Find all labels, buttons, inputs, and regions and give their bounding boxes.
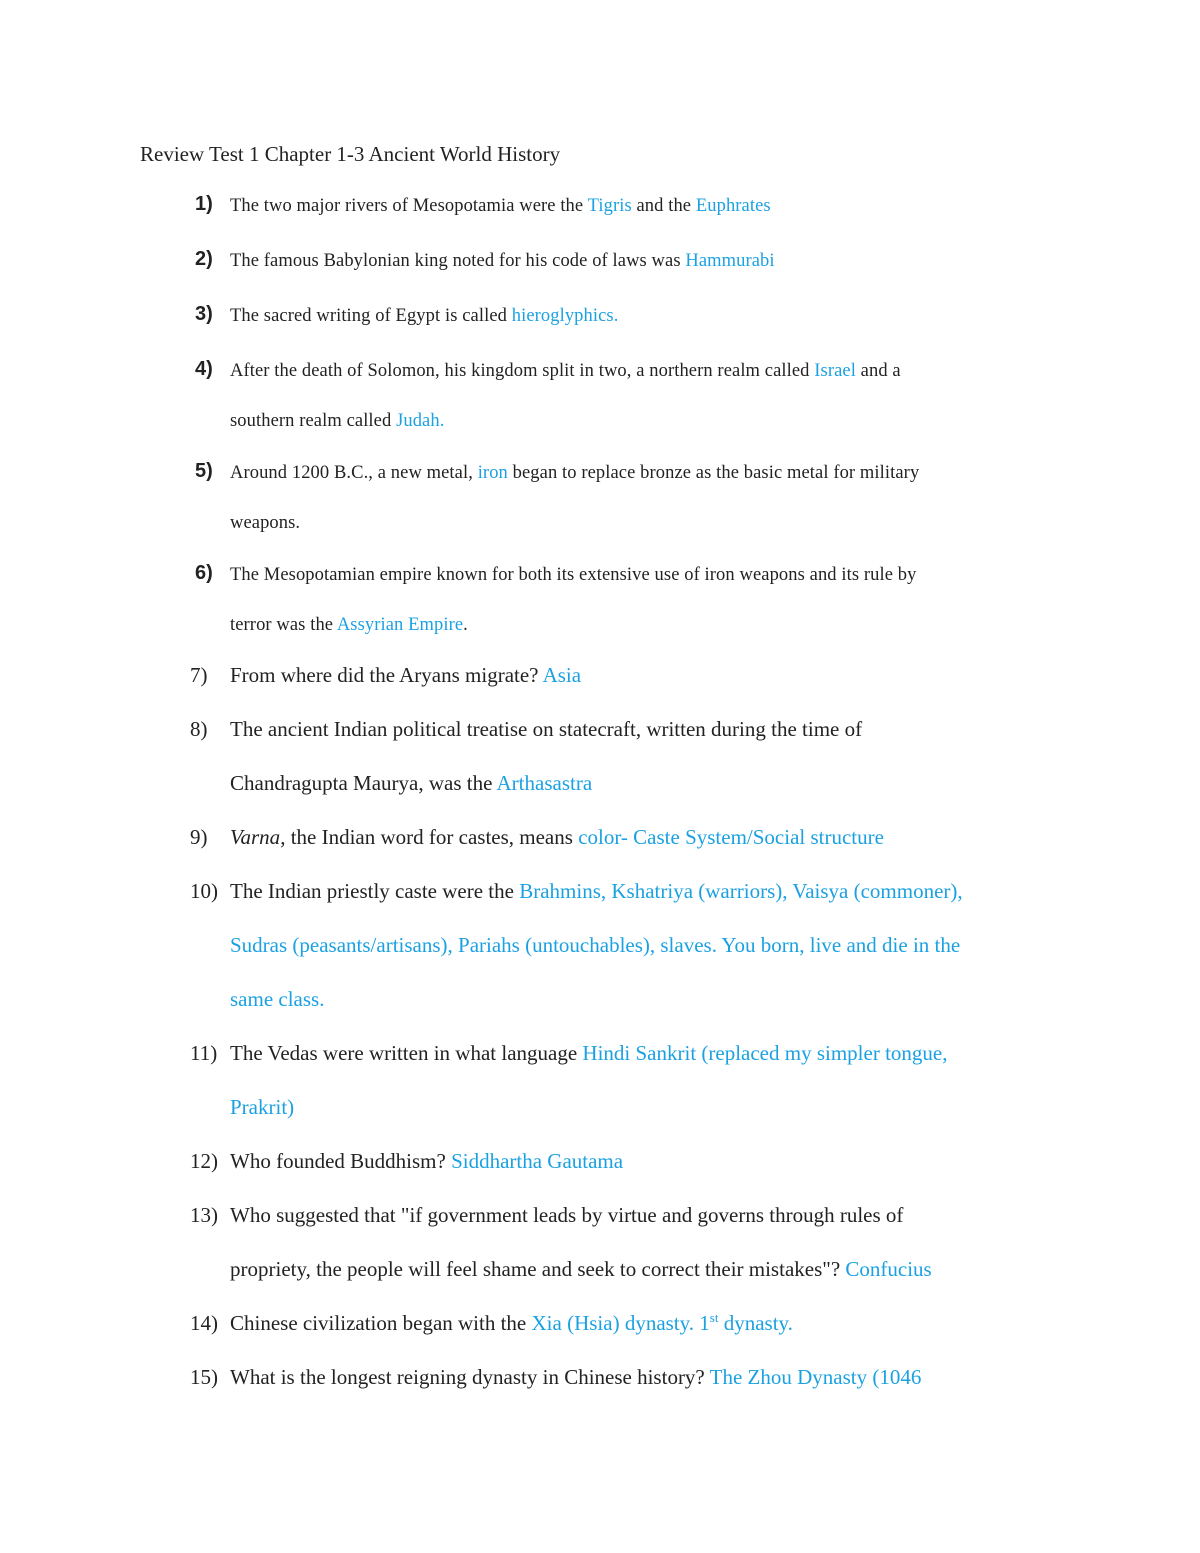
question-number: 5): [195, 460, 213, 482]
question-line: [230, 513, 300, 534]
question-text: The famous Babylonian king noted for his code of laws was: [230, 251, 686, 271]
question-number: 15): [190, 1365, 218, 1389]
question-text: The Indian priestly caste were the: [230, 879, 520, 903]
question-text: The sacred writing of Egypt is called: [230, 306, 512, 326]
answer-text: Arthasastra: [496, 771, 593, 795]
answer-text: Judah.: [396, 411, 445, 431]
emphasis-text: Varna: [230, 825, 281, 849]
question-text: The Vedas were written in what language: [230, 1041, 583, 1065]
question-number: 1): [195, 193, 213, 215]
question-line: [230, 1041, 948, 1066]
question-line: [230, 411, 444, 432]
question-line: [230, 615, 468, 636]
question-number: 11): [190, 1041, 218, 1065]
question-number: 13): [190, 1203, 218, 1227]
question-number: 3): [195, 303, 213, 325]
question-text: weapons.: [230, 513, 301, 533]
answer-text: Hindi Sankrit (replaced my simpler tongue,: [582, 1041, 948, 1065]
question-number: 4): [195, 358, 213, 380]
question-text: The ancient Indian political treatise on statecraft, written during the time of: [230, 717, 863, 741]
answer-text: Hammurabi: [685, 251, 775, 271]
question-line: [230, 1149, 623, 1174]
question-number: 8): [190, 717, 208, 741]
answer-text: same class.: [230, 987, 325, 1011]
question-number: 2): [195, 248, 213, 270]
answer-text: Prakrit): [230, 1095, 295, 1119]
question-text: Around 1200 B.C., a new metal,: [230, 463, 478, 483]
answer-text: Assyrian Empire: [336, 615, 464, 635]
answer-text: Siddhartha Gautama: [451, 1149, 624, 1173]
question-text: .: [463, 615, 468, 635]
question-text: and the: [631, 196, 696, 216]
question-number: 6): [195, 562, 213, 584]
question-line: [230, 717, 862, 742]
question-text: The Mesopotamian empire known for both its extensive use of iron weapons and its rule by: [230, 565, 917, 585]
question-number: 14): [190, 1311, 218, 1335]
question-text: , the Indian word for castes, means: [280, 825, 579, 849]
answer-text: Asia: [542, 663, 582, 687]
answer-text: Israel: [814, 361, 856, 381]
question-line: [230, 933, 960, 958]
question-line: [230, 251, 775, 272]
question-line: [230, 1095, 294, 1120]
question-line: [230, 306, 618, 327]
question-line: [230, 987, 324, 1012]
question-text: From where did the Aryans migrate?: [230, 663, 543, 687]
question-text: and a: [855, 361, 901, 381]
question-line: [230, 196, 771, 217]
question-number: 7): [190, 663, 208, 687]
answer-text: color- Caste System/Social structure: [578, 825, 884, 849]
question-text: southern realm called: [230, 411, 397, 431]
answer-text: Euphrates: [695, 196, 771, 216]
answer-text: Sudras (peasants/artisans), Pariahs (untouchables), slaves. You born, live and die in the: [230, 933, 961, 957]
page-title: Review Test 1 Chapter 1-3 Ancient World History: [140, 142, 561, 166]
answer-text: Tigris: [587, 196, 632, 216]
question-line: [230, 1365, 921, 1390]
question-text: began to replace bronze as the basic metal for military: [507, 463, 920, 483]
answer-text: iron: [477, 463, 508, 483]
question-text: The two major rivers of Mesopotamia were the: [230, 196, 588, 216]
question-text: After the death of Solomon, his kingdom split in two, a northern realm called: [230, 361, 815, 381]
answer-text: st: [709, 1310, 719, 1325]
question-line: [230, 879, 963, 904]
question-text: Chandragupta Maurya, was the: [230, 771, 497, 795]
question-text: propriety, the people will feel shame and seek to correct their mistakes"?: [230, 1257, 846, 1281]
question-line: [230, 1203, 903, 1228]
question-text: Who founded Buddhism?: [230, 1149, 452, 1173]
question-text: terror was the: [230, 615, 337, 635]
question-text: Chinese civilization began with the: [230, 1311, 532, 1335]
answer-text: Brahmins, Kshatriya (warriors), Vaisya (commoner),: [519, 879, 963, 903]
question-number: 10): [190, 879, 218, 903]
answer-text: dynasty.: [718, 1311, 793, 1335]
answer-text: The Zhou Dynasty (1046: [709, 1365, 922, 1389]
question-line: [230, 463, 919, 484]
answer-text: Confucius: [845, 1257, 932, 1281]
question-line: [230, 663, 581, 688]
question-text: What is the longest reigning dynasty in Chinese history?: [230, 1365, 710, 1389]
question-number: 12): [190, 1149, 218, 1173]
question-line: [230, 565, 916, 586]
question-number: 9): [190, 825, 208, 849]
answer-text: hieroglyphics.: [511, 306, 619, 326]
question-line: [230, 771, 592, 796]
question-line: [230, 1311, 793, 1336]
question-line: [230, 825, 884, 850]
question-line: [230, 1257, 932, 1282]
question-text: Who suggested that "if government leads by virtue and governs through rules of: [230, 1203, 904, 1227]
question-line: [230, 361, 901, 382]
answer-text: Xia (Hsia) dynasty. 1: [531, 1311, 710, 1335]
